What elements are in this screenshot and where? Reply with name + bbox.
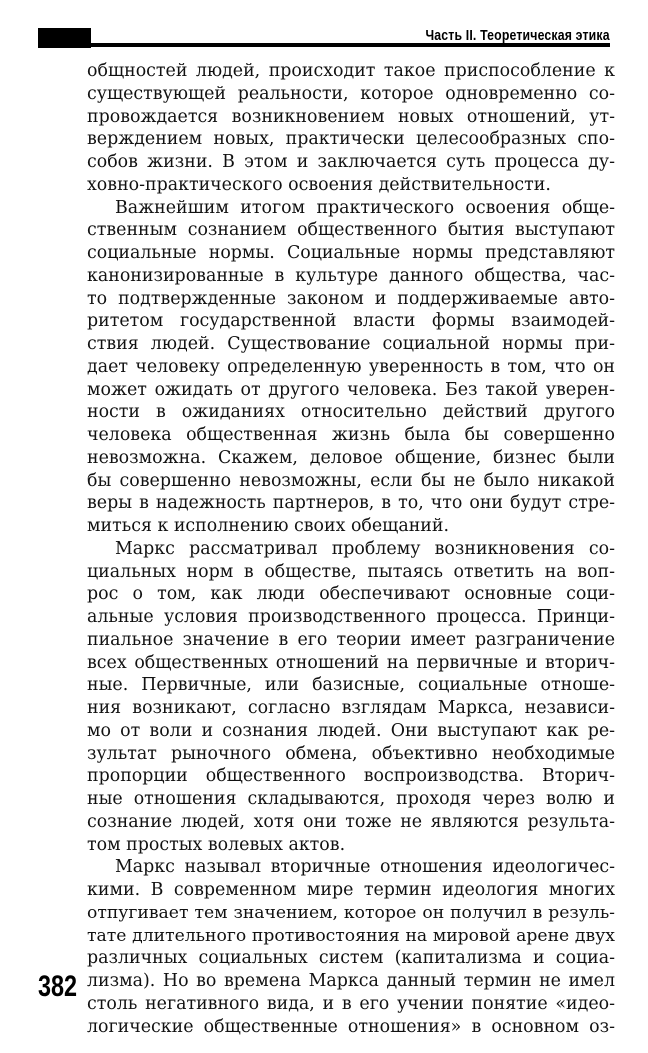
text-line: логические общественные отношения» в основном оз- xyxy=(87,1016,615,1037)
text-line: провождается возникновением новых отношений, ут- xyxy=(87,106,615,127)
page-number: 382 xyxy=(38,970,78,1003)
text-line: дает человеку определенную уверенность в том, что он xyxy=(87,356,615,377)
text-line: том простых волевых актов. xyxy=(87,834,346,855)
header-black-block xyxy=(38,28,91,48)
text-line: столь негативного вида, и в его учении понятие «идео- xyxy=(87,993,615,1014)
text-line: различных социальных систем (капитализма и социа- xyxy=(87,948,615,969)
text-line: человека общественная жизнь была бы совершенно xyxy=(87,425,615,445)
text-line: ствия людей. Существование социальной нормы при- xyxy=(87,334,615,354)
text-line: ные отношения складываются, проходя через волю и xyxy=(87,789,615,809)
text-line: зультат рыночного обмена, объективно необходимые xyxy=(87,743,615,764)
text-line: мо от воли и сознания людей. Они выступают как ре- xyxy=(87,720,615,741)
text-line: Маркс называл вторичные отношения идеологичес- xyxy=(115,857,615,878)
text-line: бы совершенно невозможны, если бы не было никакой xyxy=(87,470,615,491)
text-line: Важнейшим итогом практического освоения обще- xyxy=(115,197,615,218)
text-line: кими. В современном мире термин идеология многих xyxy=(87,880,615,900)
text-line: лизма). Но во времена Маркса данный термин не имел xyxy=(87,971,615,991)
running-header-title: Часть II. Теоретическая этика xyxy=(425,27,610,44)
text-line: ности в ожиданиях относительно действий другого xyxy=(87,402,615,423)
text-line: ственным сознанием общественного бытия выступают xyxy=(87,220,615,241)
text-line: ритетом государственной власти формы взаимодей- xyxy=(87,311,615,332)
text-line: циальных норм в обществе, пытаясь ответить на воп- xyxy=(87,561,615,582)
text-line: Маркс рассматривал проблему возникновения со- xyxy=(115,538,615,559)
text-line: ния возникают, согласно взглядам Маркса, независи- xyxy=(87,698,615,718)
text-line: тате длительного противостояния на мировой арене двух xyxy=(87,925,615,946)
text-line: ховно-практического освоения действительности. xyxy=(87,174,551,195)
text-line: собов жизни. В этом и заключается суть процесса ду- xyxy=(87,152,615,172)
text-line: ные. Первичные, или базисные, социальные отноше- xyxy=(87,675,615,696)
running-header xyxy=(38,28,610,48)
text-line: сознание людей, хотя они тоже не являются результа- xyxy=(87,811,615,832)
text-line: рос о том, как люди обеспечивают основные соци- xyxy=(87,584,615,605)
text-line: пропорции общественного воспроизводства. Вторич- xyxy=(87,766,615,787)
text-line: веры в надежность партнеров, в то, что они будут стре- xyxy=(87,493,615,514)
text-line: канонизированные в культуре данного общества, час- xyxy=(87,265,615,286)
text-line: миться к исполнению своих обещаний. xyxy=(87,516,450,536)
text-line: общностей людей, происходит такое приспособление к xyxy=(87,61,615,81)
text-line: то подтвержденные законом и поддерживаемые авто- xyxy=(87,288,615,309)
text-line: пиальное значение в его теории имеет разграничение xyxy=(87,629,615,650)
text-line: отпугивает тем значением, которое он получил в резуль- xyxy=(87,902,615,923)
text-line: верждением новых, практически целесообразных спо- xyxy=(87,129,615,150)
text-line: альные условия производственного процесса. Принци- xyxy=(87,607,615,627)
text-line: существующей реальности, которое одновременно со- xyxy=(87,83,615,104)
text-line: социальные нормы. Социальные нормы представляют xyxy=(87,243,615,263)
text-line: невозможна. Скажем, деловое общение, бизнес были xyxy=(87,447,615,468)
text-line: может ожидать от другого человека. Без такой уверен- xyxy=(87,379,615,400)
text-line: всех общественных отношений на первичные и вторич- xyxy=(87,652,615,673)
body-text xyxy=(87,60,615,1038)
